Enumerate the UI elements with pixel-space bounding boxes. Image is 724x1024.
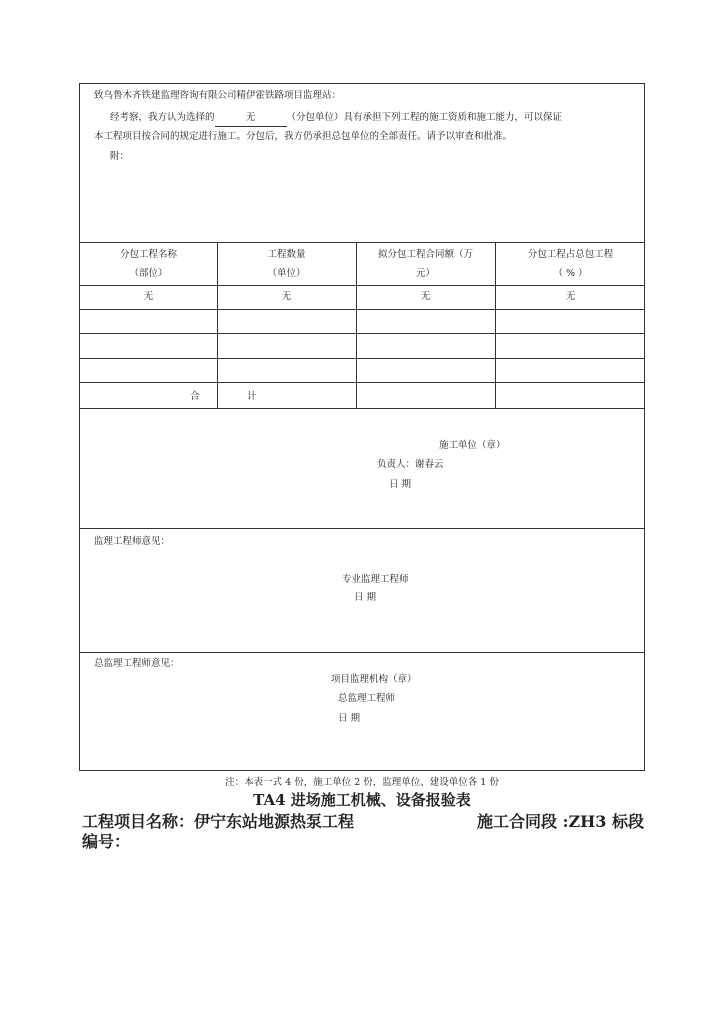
header-2-line-1: 工程数量 [267, 249, 306, 260]
total-line [80, 408, 644, 409]
header-3-line-2: 元） [415, 268, 435, 279]
intro-line-2: 本工程项目按合同的规定进行施工。分包后，我方仍承担总包单位的全部责任。请予以审查和批准。 [94, 131, 513, 142]
project-line [82, 809, 644, 832]
chief-title: 总监理工程师意见： [94, 658, 180, 669]
supervisor-bottom-line [80, 652, 644, 653]
next-form-title: TA4 进场施工机械、设备报验表 [253, 791, 471, 809]
chief-date: 日 期 [338, 713, 361, 724]
contractor-unit: 施工单位（章） [439, 440, 506, 451]
project-name: 工程项目名称：伊宁东站地源热泵工程 [82, 812, 355, 831]
header-3-line-1: 拟分包工程合同额（万 [377, 249, 473, 260]
supervisor-date: 日 期 [354, 592, 377, 603]
intro-line-1-b: （分包单位）具有承担下列工程的施工资质和施工能力，可以保证 [286, 112, 563, 123]
header-2-line-2: （单位） [267, 268, 306, 279]
contract-section: 施工合同段 :ZH3 标段 [477, 812, 644, 831]
attachment-label: 附： [110, 151, 130, 162]
total-label-1: 合 [190, 391, 200, 402]
header-cell-4 [495, 245, 646, 283]
intro-line-1-a: 经考察，我方认为选择的 [110, 112, 215, 123]
header-1-line-2: （部位） [129, 268, 168, 279]
form-note: 注：本表一式 4 份，施工单位 2 份，监理单位、建设单位各 1 份 [225, 777, 499, 788]
table-top-line [80, 242, 644, 243]
table-cell-r1-c1: 无 [143, 291, 154, 302]
table-cell-r1-c4: 无 [565, 291, 576, 302]
table-cell-r1-c2: 无 [281, 291, 292, 302]
header-bottom-line [80, 285, 644, 286]
supervisor-title: 监理工程师意见： [94, 536, 171, 547]
row-4-line [80, 382, 644, 383]
table-cell-r1-c3: 无 [420, 291, 431, 302]
row-3-line [80, 358, 644, 359]
intro-line-1 [110, 110, 562, 127]
addressee: 致乌鲁木齐铁建监理咨询有限公司精伊霍铁路项目监理站： [94, 90, 342, 101]
intro-section [80, 88, 644, 238]
header-cell-1 [80, 245, 217, 283]
header-4-line-1: 分包工程占总包工程 [527, 249, 614, 260]
contractor-date: 日 期 [389, 479, 412, 490]
header-cell-2 [217, 245, 356, 283]
number-label: 编号： [82, 832, 131, 851]
row-1-line [80, 309, 644, 310]
header-4-line-2: （ % ） [553, 268, 588, 279]
total-label-2: 计 [247, 391, 257, 402]
subcontractor-blank: 无 [215, 110, 287, 127]
contractor-person: 负责人：谢春云 [377, 459, 444, 470]
application-form [79, 83, 645, 771]
header-cell-3 [356, 245, 495, 283]
chief-org: 项目监理机构（章） [331, 674, 417, 685]
supervisor-role: 专业监理工程师 [342, 574, 409, 585]
header-1-line-1: 分包工程名称 [119, 249, 177, 260]
chief-role: 总监理工程师 [338, 693, 396, 704]
row-2-line [80, 333, 644, 334]
contractor-bottom-line [80, 528, 644, 529]
